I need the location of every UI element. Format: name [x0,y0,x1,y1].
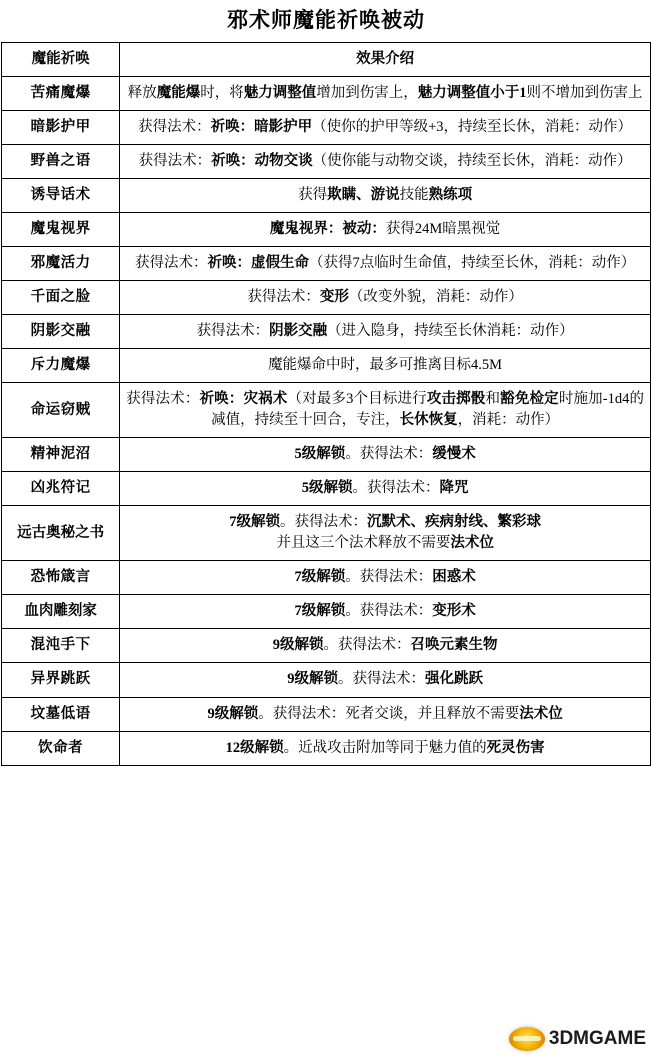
invocation-description: 7级解锁。获得法术：变形术 [120,595,651,629]
invocation-name: 阴影交融 [2,315,120,349]
table-row [2,731,651,765]
table-row [2,697,651,731]
page-title: 邪术师魔能祈唤被动 [227,8,425,32]
invocation-name: 坟墓低语 [2,697,120,731]
invocation-name: 精神泥沼 [2,438,120,472]
column-header-desc: 效果介绍 [120,43,651,77]
invocation-description: 获得法术：阴影交融（进入隐身，持续至长休消耗：动作） [120,315,651,349]
table-row [2,595,651,629]
sun-logo-icon [509,1027,545,1051]
invocation-description: 魔能爆命中时，最多可推离目标4.5M [120,349,651,383]
table-row [2,349,651,383]
invocation-description: 7级解锁。获得法术：困惑术 [120,561,651,595]
invocation-description: 获得法术：祈唤：灾祸术（对最多3个目标进行攻击掷骰和豁免检定时施加-1d4的减值，持续至十回合，专注，长休恢复，消耗：动作） [120,383,651,438]
invocation-name: 诱导话术 [2,179,120,213]
invocation-name: 邪魔活力 [2,247,120,281]
invocation-description: 获得欺瞒、游说技能熟练项 [120,179,651,213]
invocation-name: 异界跳跃 [2,663,120,697]
table-row [2,213,651,247]
table-row [2,111,651,145]
invocation-description: 获得法术：祈唤：动物交谈（使你能与动物交谈，持续至长休，消耗：动作） [120,145,651,179]
invocation-name: 恐怖箴言 [2,561,120,595]
table-row [2,145,651,179]
invocation-name: 血肉雕刻家 [2,595,120,629]
table-row [2,281,651,315]
invocation-name: 野兽之语 [2,145,120,179]
invocation-description: 5级解锁。获得法术：降咒 [120,472,651,506]
invocation-name: 斥力魔爆 [2,349,120,383]
invocation-description: 5级解锁。获得法术：缓慢术 [120,438,651,472]
invocation-name: 远古奥秘之书 [2,506,120,561]
table-body [2,77,651,765]
table-row [2,315,651,349]
invocation-name: 饮命者 [2,731,120,765]
invocation-name: 命运窃贼 [2,383,120,438]
table-header-row [2,43,651,77]
invocation-name: 魔鬼视界 [2,213,120,247]
column-header-name: 魔能祈唤 [2,43,120,77]
invocation-description: 魔鬼视界：被动：获得24M暗黑视觉 [120,213,651,247]
invocation-description: 7级解锁。获得法术：沉默术、疾病射线、繁彩球 并且这三个法术释放不需要法术位 [120,506,651,561]
invocation-description: 获得法术：祈唤：暗影护甲（使你的护甲等级+3，持续至长休，消耗：动作） [120,111,651,145]
table-row [2,629,651,663]
table-row [2,438,651,472]
table-row [2,179,651,213]
invocation-name: 凶兆符记 [2,472,120,506]
invocation-description: 12级解锁。近战攻击附加等同于魅力值的死灵伤害 [120,731,651,765]
invocation-description: 获得法术：祈唤：虚假生命（获得7点临时生命值，持续至长休，消耗：动作） [120,247,651,281]
table-row [2,506,651,561]
table-row [2,663,651,697]
table-row [2,247,651,281]
table-row [2,77,651,111]
invocation-description: 释放魔能爆时，将魅力调整值增加到伤害上，魅力调整值小于1则不增加到伤害上 [120,77,651,111]
invocation-name: 千面之脸 [2,281,120,315]
invocation-description: 获得法术：变形（改变外貌，消耗：动作） [120,281,651,315]
invocation-description: 9级解锁。获得法术：召唤元素生物 [120,629,651,663]
table-row [2,472,651,506]
skill-table [1,42,651,765]
invocation-description: 9级解锁。获得法术：强化跳跃 [120,663,651,697]
invocation-name: 暗影护甲 [2,111,120,145]
watermark-text: 3DMGAME [548,1028,646,1049]
table-row [2,561,651,595]
invocation-name: 苦痛魔爆 [2,77,120,111]
table-row [2,383,651,438]
invocation-name: 混沌手下 [2,629,120,663]
watermark [509,1027,646,1051]
invocation-description: 9级解锁。获得法术：死者交谈，并且释放不需要法术位 [120,697,651,731]
